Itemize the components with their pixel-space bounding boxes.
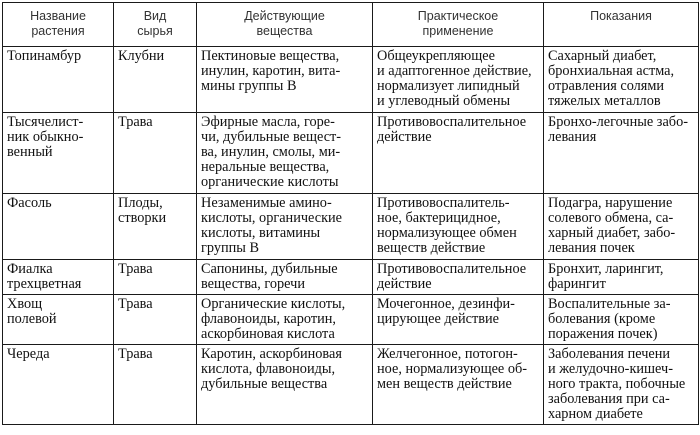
cell-indications: Сахарный диабет, бронхиальная астма, отравления солями тяжелых металлов — [544, 47, 699, 113]
cell-active-substances: Сапонины, дубильные вещества, горечи — [197, 260, 373, 295]
plants-table — [2, 2, 699, 425]
header-indications: Показания — [544, 3, 699, 47]
cell-indications: Бронхит, ларингит, фарингит — [544, 260, 699, 295]
cell-plant-name: Топинамбур — [3, 47, 114, 113]
cell-practical-application: Желчегонное, потогон- ное, нормализующее об- мен веществ действие — [373, 345, 544, 425]
cell-active-substances: Органические кислоты, флавоноиды, каротин, аскорбиновая кислота — [197, 295, 373, 345]
header-practical-application: Практическое применение — [373, 3, 544, 47]
cell-plant-name: Фасоль — [3, 194, 114, 260]
cell-active-substances: Незаменимые амино- кислоты, органические кислоты, витамины группы В — [197, 194, 373, 260]
header-active-substances: Действующие вещества — [197, 3, 373, 47]
cell-raw-material: Трава — [114, 295, 197, 345]
cell-raw-material: Трава — [114, 260, 197, 295]
table-row — [3, 47, 699, 113]
table-row — [3, 295, 699, 345]
cell-practical-application: Противовоспалительное действие — [373, 260, 544, 295]
cell-active-substances: Пектиновые вещества, инулин, каротин, вита- мины группы В — [197, 47, 373, 113]
cell-indications: Заболевания печени и желудочно-кишеч- ного тракта, побочные заболевания при са- харном диабете — [544, 345, 699, 425]
table-row — [3, 194, 699, 260]
table-row — [3, 113, 699, 194]
cell-practical-application: Противовоспалитель- ное, бактерицидное, нормализующее обмен веществ действие — [373, 194, 544, 260]
table-row — [3, 260, 699, 295]
cell-raw-material: Трава — [114, 113, 197, 194]
cell-indications: Бронхо-легочные забо- левания — [544, 113, 699, 194]
cell-indications: Воспалительные за- болевания (кроме поражения почек) — [544, 295, 699, 345]
cell-active-substances: Эфирные масла, горе- чи, дубильные вещест- ва, инулин, смолы, ми- неральные вещества, органические кислоты — [197, 113, 373, 194]
cell-raw-material: Плоды, створки — [114, 194, 197, 260]
cell-plant-name: Череда — [3, 345, 114, 425]
cell-raw-material: Клубни — [114, 47, 197, 113]
cell-raw-material: Трава — [114, 345, 197, 425]
cell-plant-name: Хвощ полевой — [3, 295, 114, 345]
header-raw-material: Вид сырья — [114, 3, 197, 47]
header-row — [3, 3, 699, 47]
cell-practical-application: Противовоспалительное действие — [373, 113, 544, 194]
header-plant-name: Название растения — [3, 3, 114, 47]
cell-practical-application: Общеукрепляющее и адаптогенное действие, нормализует липидный и углеводный обмены — [373, 47, 544, 113]
cell-active-substances: Каротин, аскорбиновая кислота, флавоноиды, дубильные вещества — [197, 345, 373, 425]
cell-indications: Подагра, нарушение солевого обмена, са- харный диабет, забо- левания почек — [544, 194, 699, 260]
cell-plant-name: Тысячелист- ник обыкно- венный — [3, 113, 114, 194]
cell-plant-name: Фиалка трехцветная — [3, 260, 114, 295]
table-row — [3, 345, 699, 425]
cell-practical-application: Мочегонное, дезинфи- цирующее действие — [373, 295, 544, 345]
